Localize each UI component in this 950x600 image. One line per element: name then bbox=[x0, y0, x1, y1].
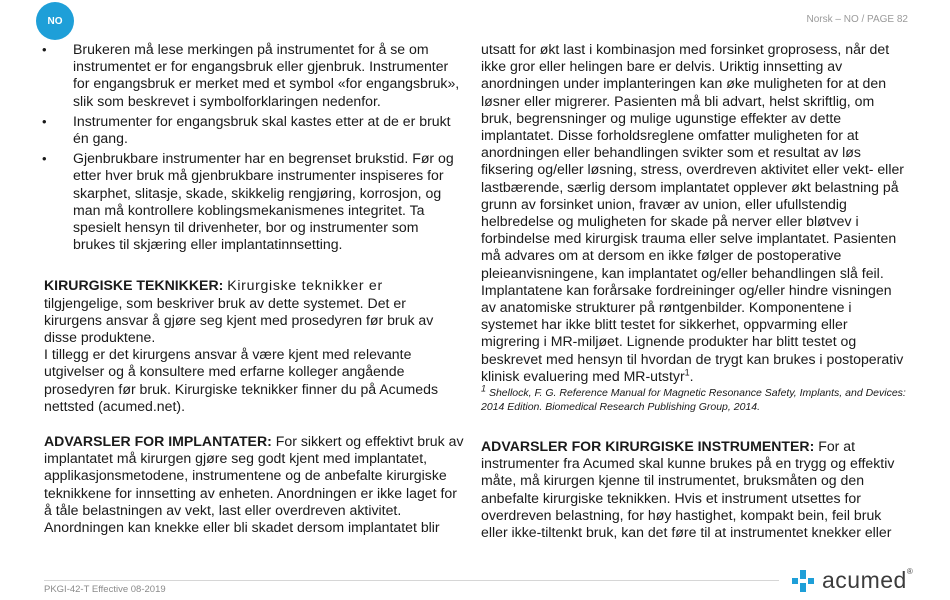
list-item: • Gjenbrukbare instrumenter har en begrenset brukstid. Før og etter hver bruk må gjenbrukbare instrumenter inspiseres for skarphet, slitasje, skade, skikkelig rengjøring, korrosjon, og man må kontrollere koblingsmekanismenes integritet. Ta spesielt hensyn til drivenheter, bor og instrumenter som brukes til skjæring eller implantatinnsetting. bbox=[44, 150, 464, 253]
logo-wordmark: acumed® bbox=[822, 567, 914, 593]
instrument-warnings-text: For at instrumenter fra Acumed skal kunne brukes på en trygg og effektiv måte, må kirurgen kjenne til instrumentet, bruksmåten og den anbefalte kirurgiske teknikken. Hvis et instrument utsettes for overdreven belastning, for høy hastighet, kompakt bein, feil bruk eller ikke-tiltenkt bruk, kan det føre til at instrumentet knekker eller bbox=[481, 438, 895, 541]
implant-warnings-heading: ADVARSLER FOR IMPLANTATER: bbox=[44, 433, 272, 450]
implant-warnings-text: For sikkert og effektivt bruk av implantatet må kirurgen gjøre seg godt kjent med implantatet, applikasjonsmetodene, instrumentene og de anbefalte kirurgiske teknikkene for innsetting av enheten. Anordningen er ikke laget for å tåle belastningen av vekt, last eller overdreven aktivitet. Anordningen kan knekke eller bli skadet dersom implantatet blir bbox=[44, 433, 464, 536]
surgical-techniques-heading: KIRURGISKE TEKNIKKER: bbox=[44, 277, 224, 294]
list-item: • Instrumenter for engangsbruk skal kastes etter at de er brukt én gang. bbox=[44, 113, 464, 147]
surgical-techniques-lead: Kirurgiske teknikker er bbox=[227, 277, 383, 294]
logo-cross-icon bbox=[792, 570, 814, 592]
implant-warnings-section bbox=[44, 433, 464, 536]
left-column bbox=[44, 41, 464, 536]
surgical-techniques-para2: I tillegg er det kirurgens ansvar å være kjent med relevante utgivelser og å konsultere med erfarne kolleger angående prosedyren før bruk. Kirurgiske teknikker finner du på Acumeds nettsted (acumed.net). bbox=[44, 346, 439, 414]
implant-warnings-continuation: utsatt for økt last i kombinasjon med forsinket groprosess, når det ikke gror eller helingen bare er delvis. Uriktig innsetting av anordningen under implanteringen kan øke muligheten for at den løsner eller migrerer. Pasienten må bli advart, helst skriftlig, om bruk, begrensninger og mulige ugunstige effekter av dette implantatet. Disse forholdsreglene omfatter muligheten for at anordningen eller behandlingen svikter som et resultat av løs fiksering og/eller løsning, stress, overdreven aktivitet eller vekt- eller lastbærende, særlig dersom implantatet opplever økt belastning på grunn av forsinket union, fravær av union, eller ufullstendig helbredelse og muligheten for skade på nerver eller bløtvev i forbindelse med kirurgisk trauma eller selve implantatet. Pasienten må advares om at dersom en ikke følger de postoperative pleieanvisningene, kan implantatet og/eller behandlingen slå feil. Implantatene kan forårsake fordreininger og/eller hindre visningen av anatomiske strukturer på røntgenbilder. Komponentene i systemet har ikke blitt testet for sikkerhet, oppvarming eller migrering i MR-miljøet. Lignende produkter har blitt testet og beskrevet med hensyn til hvordan de trygt kan brukes i postoperativ klinisk evaluering med MR-utstyr$^1$. bbox=[481, 41, 904, 384]
footer-divider bbox=[44, 580, 779, 581]
right-column bbox=[481, 41, 906, 541]
acumed-logo bbox=[792, 567, 913, 594]
language-badge: NO bbox=[36, 2, 74, 40]
page-label: Norsk – NO / PAGE 82 bbox=[806, 14, 908, 25]
list-item: • Brukeren må lese merkingen på instrumentet for å se om instrumentet er for engangsbruk eller gjenbruk. Instrumenter for engangsbruk er merket med et symbol «for engangsbruk», slik som beskrevet i symbolforklaringen nedenfor. bbox=[44, 41, 464, 110]
footnote: $^1$ Shellock, F. G. Reference Manual for Magnetic Resonance Safety, Implants, and Devices: 2014 Edition. Biomedical Research Publishing Group, 2014. bbox=[481, 383, 906, 413]
surgical-techniques-text: tilgjengelige, som beskriver bruk av dette systemet. Det er kirurgens ansvar å gjøre seg kjent med prosedyren før bruk av disse produktene. bbox=[44, 294, 434, 346]
surgical-techniques-section bbox=[44, 277, 464, 346]
document-code: PKGI-42-T Effective 08-2019 bbox=[44, 584, 166, 595]
instrument-warnings-heading: ADVARSLER FOR KIRURGISKE INSTRUMENTER: bbox=[481, 438, 815, 455]
bullet-list bbox=[44, 41, 464, 253]
footnote-number: 1 bbox=[481, 383, 487, 394]
instrument-warnings-section bbox=[481, 438, 906, 541]
footnote-marker: 1 bbox=[684, 367, 690, 378]
